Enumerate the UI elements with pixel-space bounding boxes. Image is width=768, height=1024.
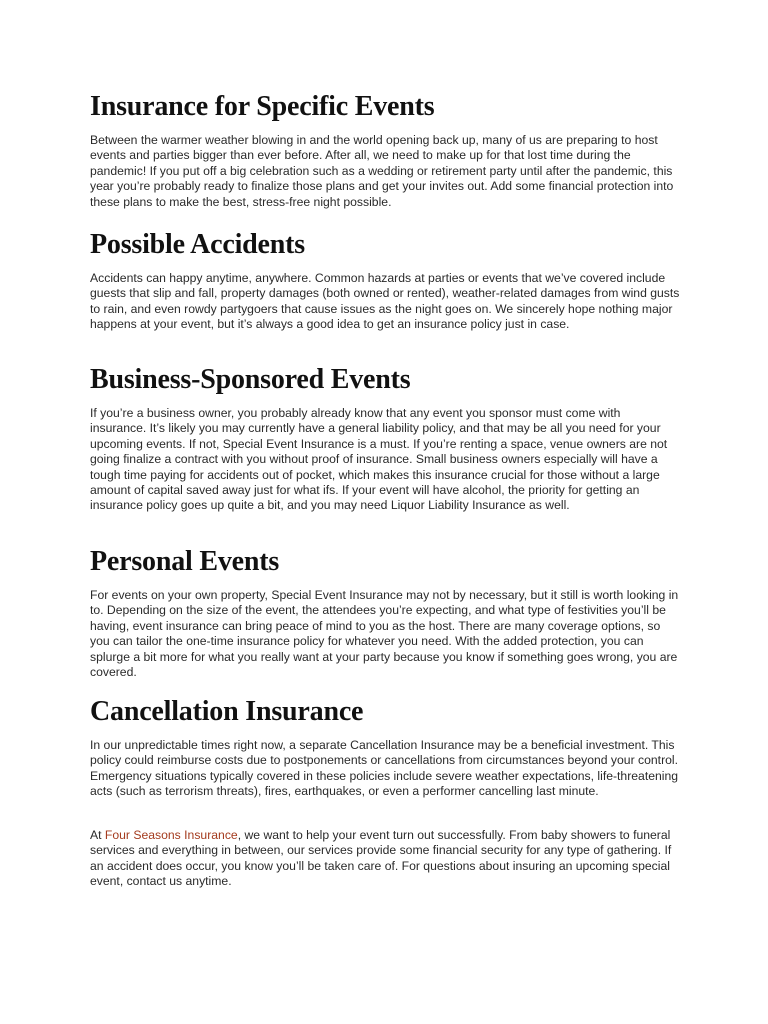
section-heading: Possible Accidents xyxy=(90,229,305,260)
section-heading: Personal Events xyxy=(90,546,280,577)
section-business-sponsored-events xyxy=(90,363,680,528)
section-body: Between the warmer weather blowing in and the world opening back up, many of us are preparing to host events and parties bigger than ever before. After all, we need to make up for that lost time during the pandemic! If you put off a big celebration such as a wedding or retirement party until after the pandemic, this year you’re probably ready to finalize those plans and get your invites out. Add some financial protection into these plans to make the best, stress-free night possible. xyxy=(90,133,674,209)
closing-prefix: At xyxy=(90,828,105,842)
section-body: In our unpredictable times right now, a separate Cancellation Insurance may be a beneficial investment. This policy could reimburse costs due to postponements or cancellations from circumstances beyond your control. Emergency situations typically covered in these policies include severe weather expectations, life-threatening acts (such as terrorism threats), fires, earthquakes, or even a performer cancelling last minute. xyxy=(90,738,679,799)
section-body: If you’re a business owner, you probably already know that any event you sponsor must come with insurance. It’s likely you may currently have a general liability policy, and that may be all you need for your upcoming events. If not, Special Event Insurance is a must. If you’re renting a space, venue owners are not going finalize a contract with you without proof of insurance. Small business owners especially will have a tough time paying for accidents out of pocket, which makes this insurance crucial for those without a large amount of capital saved away just for what ifs. If your event will have alcohol, the priority for getting an insurance policy goes up quite a bit, and you may need Liquor Liability Insurance as well. xyxy=(90,406,668,513)
section-personal-events xyxy=(90,545,680,694)
section-heading: Insurance for Specific Events xyxy=(90,91,435,122)
section-heading: Business-Sponsored Events xyxy=(90,364,411,395)
section-possible-accidents xyxy=(90,228,680,347)
closing-paragraph xyxy=(90,828,680,890)
section-body: For events on your own property, Special Event Insurance may not by necessary, but it still is worth looking in to. Depending on the size of the event, the attendees you’re expecting, and what type of festivities you’ll be having, event insurance can bring peace of mind to you as the host. There are many coverage options, so you can tailor the one-time insurance policy for whatever you need. With the added protection, you can splurge a bit more for what you really want at your party because you know if something goes wrong, you are covered. xyxy=(90,588,679,680)
section-heading: Cancellation Insurance xyxy=(90,696,364,727)
section-body: Accidents can happy anytime, anywhere. Common hazards at parties or events that we’ve covered include guests that slip and fall, property damages (both owned or rented), weather-related damages from wind gusts to rain, and even rowdy partygoers that cause issues as the night goes on. We sincerely hope nothing major happens at your event, but it’s always a good idea to get an insurance policy just in case. xyxy=(90,271,680,332)
section-cancellation-insurance xyxy=(90,695,680,814)
closing-suffix: , we want to help your event turn out successfully. From baby showers to funeral services and everything in between, our services provide some financial security for any type of gathering. If an accident does occur, you know you’ll be taken care of. For questions about insuring an upcoming special event, contact us anytime. xyxy=(90,828,672,889)
four-seasons-insurance-link[interactable]: Four Seasons Insurance xyxy=(104,828,238,842)
section-insurance-for-specific-events xyxy=(90,90,680,224)
